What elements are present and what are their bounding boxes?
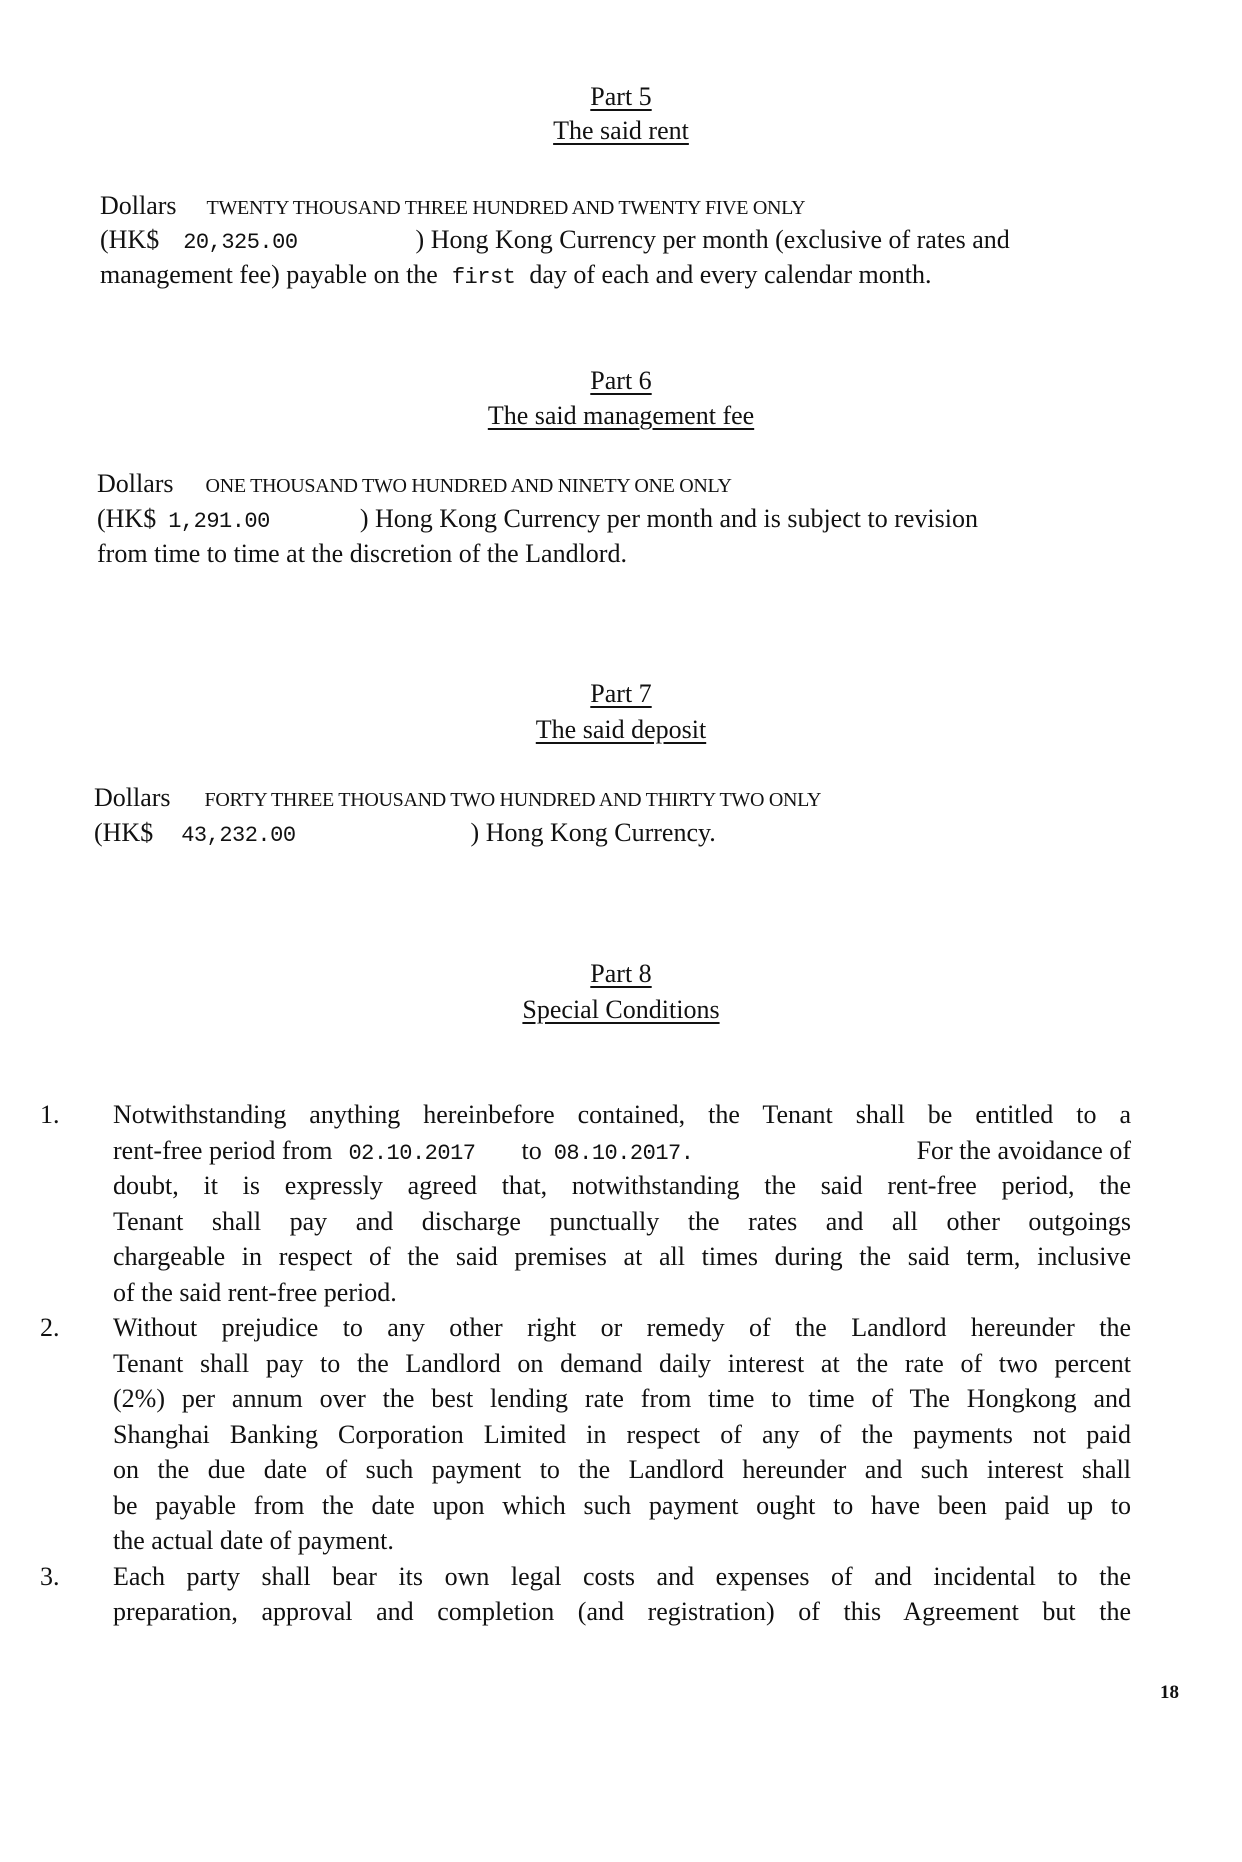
condition-3-line: Each party shall bear its own legal costs and expenses of and incidental to the [113, 1561, 1131, 1591]
part6-figures-line [97, 502, 978, 539]
part6-discretion-line [97, 537, 627, 571]
condition-2-line: Without prejudice to any other right or remedy of the Landlord hereunder the [113, 1313, 1131, 1342]
hk-prefix: (HK$ [94, 818, 154, 847]
part7-figures-line [94, 816, 716, 853]
part5-dollars-line [100, 189, 805, 225]
rent-free-to: to [521, 1135, 542, 1165]
mgmt-fee-currency-text: ) Hong Kong Currency per month and is subject to revision [359, 504, 978, 533]
rent-free-date-from: 02.10.2017 [348, 1140, 476, 1166]
avoidance-text: For the avoidance of [916, 1135, 1131, 1165]
condition-3-line: preparation, approval and completion (and registration) of this Agreement but the [113, 1597, 1131, 1626]
part6-dollars-line [97, 467, 732, 503]
part5-title: The said rent [553, 116, 689, 145]
part8-title: Special Conditions [522, 995, 720, 1024]
condition-2-line: (2%) per annum over the best lending rate from time to time of The Hongkong and [113, 1384, 1131, 1413]
part7-label: Part 7 [590, 679, 652, 708]
condition-1-line: Notwithstanding anything hereinbefore contained, the Tenant shall be entitled to a [113, 1100, 1131, 1129]
dollars-label: Dollars [97, 469, 174, 498]
payment-text-before: management fee) payable on the [100, 260, 438, 289]
condition-1-line: of the said rent-free period. [113, 1277, 397, 1307]
page-number: 18 [1160, 1682, 1179, 1703]
condition-2-line: the actual date of payment. [113, 1526, 394, 1555]
rent-currency-text: ) Hong Kong Currency per month (exclusive of rates and [415, 225, 1010, 254]
rent-free-date-to: 08.10.2017. [553, 1140, 694, 1166]
rent-amount-figures: 20,325.00 [183, 230, 298, 255]
dollars-label: Dollars [100, 191, 177, 220]
condition-1-line: chargeable in respect of the said premises at all times during the said term, inclusive [113, 1242, 1131, 1271]
deposit-amount-figures: 43,232.00 [181, 823, 296, 848]
dollars-label: Dollars [94, 783, 171, 812]
payment-text-after: day of each and every calendar month. [529, 260, 932, 289]
mgmt-fee-amount-words: ONE THOUSAND TWO HUNDRED AND NINETY ONE ONLY [205, 475, 732, 497]
part6-label: Part 6 [590, 366, 652, 395]
condition-1-line: Tenant shall pay and discharge punctually the rates and all other outgoings [113, 1206, 1131, 1236]
condition-1-line: doubt, it is expressly agreed that, notwithstanding the said rent-free period, the [113, 1171, 1131, 1200]
part8-label: Part 8 [590, 959, 652, 988]
condition-2-number: 2. [40, 1313, 60, 1342]
condition-1-dates-line [113, 1133, 1131, 1172]
condition-2-line: on the due date of such payment to the Landlord hereunder and such interest shall [113, 1455, 1131, 1484]
condition-2-line: Tenant shall pay to the Landlord on demand daily interest at the rate of two percent [113, 1348, 1131, 1378]
condition-3-number: 3. [40, 1561, 60, 1591]
part5-figures-line [100, 223, 1010, 260]
condition-1-number: 1. [40, 1100, 60, 1129]
part5-payment-line [100, 258, 931, 295]
rent-amount-words: TWENTY THOUSAND THREE HUNDRED AND TWENTY FIVE ONLY [206, 197, 806, 219]
condition-2-line: Shanghai Banking Corporation Limited in respect of any of the payments not paid [113, 1419, 1131, 1449]
part6-title: The said management fee [487, 401, 755, 430]
deposit-amount-words: FORTY THREE THOUSAND TWO HUNDRED AND THIRTY TWO ONLY [204, 789, 822, 811]
deposit-currency-text: ) Hong Kong Currency. [470, 818, 716, 847]
rent-free-text: rent-free period from [113, 1135, 333, 1165]
payment-day: first [451, 265, 516, 290]
part5-label: Part 5 [590, 82, 652, 111]
condition-2-line: be payable from the date upon which such payment ought to have been paid up to [113, 1490, 1131, 1520]
part7-dollars-line [94, 781, 821, 817]
part7-title: The said deposit [535, 715, 707, 744]
hk-prefix: (HK$ [100, 225, 160, 254]
mgmt-fee-amount-figures: 1,291.00 [168, 509, 270, 534]
mgmt-fee-discretion-text: from time to time at the discretion of the Landlord. [97, 539, 627, 568]
hk-prefix: (HK$ [97, 504, 157, 533]
